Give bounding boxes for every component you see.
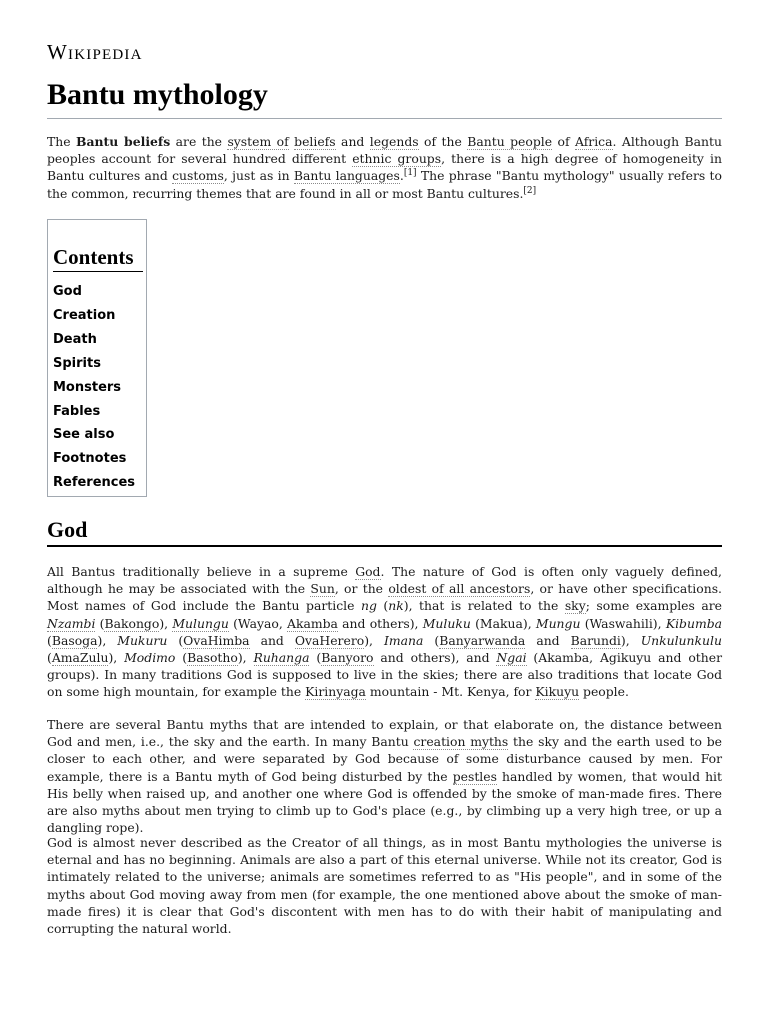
text-run: Muluku <box>422 615 471 631</box>
text-run: , or have other specifications. Most names of God include the Bantu particle <box>47 581 722 614</box>
citation-link[interactable]: [1] <box>403 168 417 179</box>
inline-link[interactable]: Bantu languages <box>293 168 400 184</box>
inline-link[interactable]: Banyoro <box>321 650 374 666</box>
inline-link[interactable]: OvaHerero <box>294 632 365 648</box>
page-title: Bantu mythology <box>47 76 722 119</box>
text-run: the sky and the earth used to be closer to each other, and were separated by God because of some disturbance caused by men. For example, there is a Bantu myth of God being disturbed by the <box>47 734 722 784</box>
inline-link[interactable]: Ngai <box>496 650 527 666</box>
text-run: ( <box>376 598 389 614</box>
text-run: and others), and <box>373 650 497 666</box>
inline-link[interactable]: system of <box>227 134 289 149</box>
inline-link[interactable]: Sun <box>310 581 335 597</box>
citation-link[interactable]: [2] <box>523 185 537 196</box>
text-run: , there is a high degree of homogeneity in Bantu cultures and <box>47 151 722 184</box>
inline-link[interactable]: Kikuyu <box>535 684 580 700</box>
inline-link[interactable]: Bakongo <box>104 615 160 631</box>
text-run: Bantu beliefs <box>76 134 171 149</box>
wikipedia-wordmark[interactable]: Wikipedia <box>47 40 143 64</box>
text-run: of the <box>418 134 468 149</box>
text-run: of <box>552 134 575 149</box>
inline-link[interactable]: Akamba <box>287 615 338 631</box>
text-run: ( <box>175 650 188 666</box>
inline-link[interactable]: pestles <box>452 768 497 784</box>
text-run: ), <box>159 615 173 631</box>
inline-link[interactable]: God <box>355 564 381 579</box>
toc-item-creation[interactable]: Creation <box>53 307 116 323</box>
toc-title: Contents <box>53 244 143 272</box>
text-run: (Wayao, <box>228 615 287 631</box>
toc-list <box>53 280 141 495</box>
text-run: ( <box>309 650 322 666</box>
inline-link[interactable]: Ruhanga <box>253 650 310 666</box>
text-run: ; some examples are <box>585 598 723 614</box>
inline-link[interactable]: legends <box>369 134 419 149</box>
toc-item-references[interactable]: References <box>53 475 136 491</box>
text-run: ng <box>360 598 377 614</box>
text-run: ), <box>364 632 384 648</box>
inline-link[interactable]: OvaHimba <box>183 632 250 648</box>
text-run: and <box>249 632 295 648</box>
text-run: ), that is related to the <box>403 598 565 614</box>
text-run: Modimo <box>124 650 176 666</box>
text-run: Mungu <box>535 615 581 631</box>
text-run: people. <box>579 684 629 700</box>
inline-link[interactable]: Mulungu <box>172 615 229 631</box>
text-run: ( <box>423 632 440 648</box>
text-run: and others), <box>337 615 423 631</box>
inline-link[interactable]: beliefs <box>294 134 336 149</box>
toc-item-footnotes[interactable]: Footnotes <box>53 451 127 467</box>
inline-link[interactable]: sky <box>564 598 586 614</box>
text-run: ), <box>237 650 254 666</box>
text-run: nk <box>388 598 404 614</box>
text-run: . The nature of God is often only vaguely defined, although he may be associated with the <box>47 564 722 597</box>
god-paragraph-3 <box>47 834 722 937</box>
text-run: are the <box>170 134 228 149</box>
toc-item-god[interactable]: God <box>53 284 82 299</box>
text-run: , just as in <box>223 168 294 184</box>
text-run: The <box>47 134 77 149</box>
inline-link[interactable]: oldest of all ancestors <box>388 581 531 597</box>
inline-link[interactable]: creation myths <box>413 734 509 750</box>
toc-item-see-also[interactable]: See also <box>53 427 115 443</box>
text-run: . Although Bantu peoples account for several hundred different <box>47 134 722 167</box>
inline-link[interactable]: Kirinyaga <box>305 684 366 700</box>
section-heading-god: God <box>47 517 722 547</box>
text-run: God is almost never described as the Creator of all things, as in most Bantu mythologies the universe is eternal and has no beginning. Animals are also a part of this eternal universe. While not its creator, God is intimately related to the universe; animals are sometimes referred to as "His people", and in some of the myths about God moving away from men (for example, the one mentioned above about the smoke of man-made fires) it is clear that God's discontent with men has to do with their habit of manipulating and corrupting the natural world. <box>47 835 722 937</box>
text-run: Unkulunkulu <box>640 632 722 648</box>
text-run: . <box>399 168 404 184</box>
god-paragraph-1 <box>47 563 722 701</box>
inline-link[interactable]: Bantu people <box>467 134 553 149</box>
inline-link[interactable]: AmaZulu <box>51 650 109 666</box>
text-run: All Bantus traditionally believe in a supreme <box>47 564 356 579</box>
text-run: (Waswahili), <box>580 615 666 631</box>
inline-link[interactable]: ethnic groups <box>352 151 442 167</box>
table-of-contents <box>47 219 147 497</box>
text-run: and <box>525 632 571 648</box>
text-run: and <box>335 134 370 149</box>
text-run: Imana <box>383 632 424 648</box>
text-run: Kibumba <box>665 615 723 631</box>
text-run: ( <box>167 632 184 648</box>
inline-link[interactable]: Barundi <box>570 632 621 648</box>
text-run: (Akamba, Agikuyu and other groups). In many traditions God is supposed to live in the skies; there are also traditions that locate God on some high mountain, for example the <box>47 650 722 700</box>
text-run: ), <box>97 632 118 648</box>
text-run: ), <box>620 632 641 648</box>
inline-link[interactable]: Africa <box>574 134 613 149</box>
text-run: , or the <box>334 581 389 597</box>
lead-paragraph <box>47 133 722 202</box>
text-run: ), <box>108 650 125 666</box>
text-run: Mukuru <box>117 632 168 648</box>
text-run: The phrase "Bantu mythology" usually refers to the common, recurring themes that are found in all or most Bantu cultures. <box>47 168 722 201</box>
toc-item-monsters[interactable]: Monsters <box>53 379 122 395</box>
text-run: mountain - Mt. Kenya, for <box>365 684 536 700</box>
inline-link[interactable]: Banyarwanda <box>439 632 526 648</box>
text-run: (Makua), <box>470 615 536 631</box>
text-run: ( <box>95 615 105 631</box>
toc-item-spirits[interactable]: Spirits <box>53 355 101 371</box>
inline-link[interactable]: customs <box>172 168 224 184</box>
text-run: handled by women, that would hit His belly when raised up, and another one where God is offended by the smoke of man-made fires. There are also myths about men trying to climb up to God's place (e.g., by climbing up a very high tree, or up a dangling rope). <box>47 768 722 836</box>
text-run: ( <box>47 632 52 648</box>
text-run: There are several Bantu myths that are intended to explain, or that elaborate on, the distance between God and men, i.e., the sky and the earth. In many Bantu <box>47 717 722 750</box>
god-paragraph-2 <box>47 716 722 836</box>
inline-link[interactable]: Basotho <box>187 650 238 666</box>
inline-link[interactable]: Basoga <box>51 632 98 648</box>
toc-item-fables[interactable]: Fables <box>53 403 101 419</box>
text-run: ( <box>47 650 52 666</box>
toc-item-death[interactable]: Death <box>53 331 97 347</box>
inline-link[interactable]: Nzambi <box>47 615 96 631</box>
